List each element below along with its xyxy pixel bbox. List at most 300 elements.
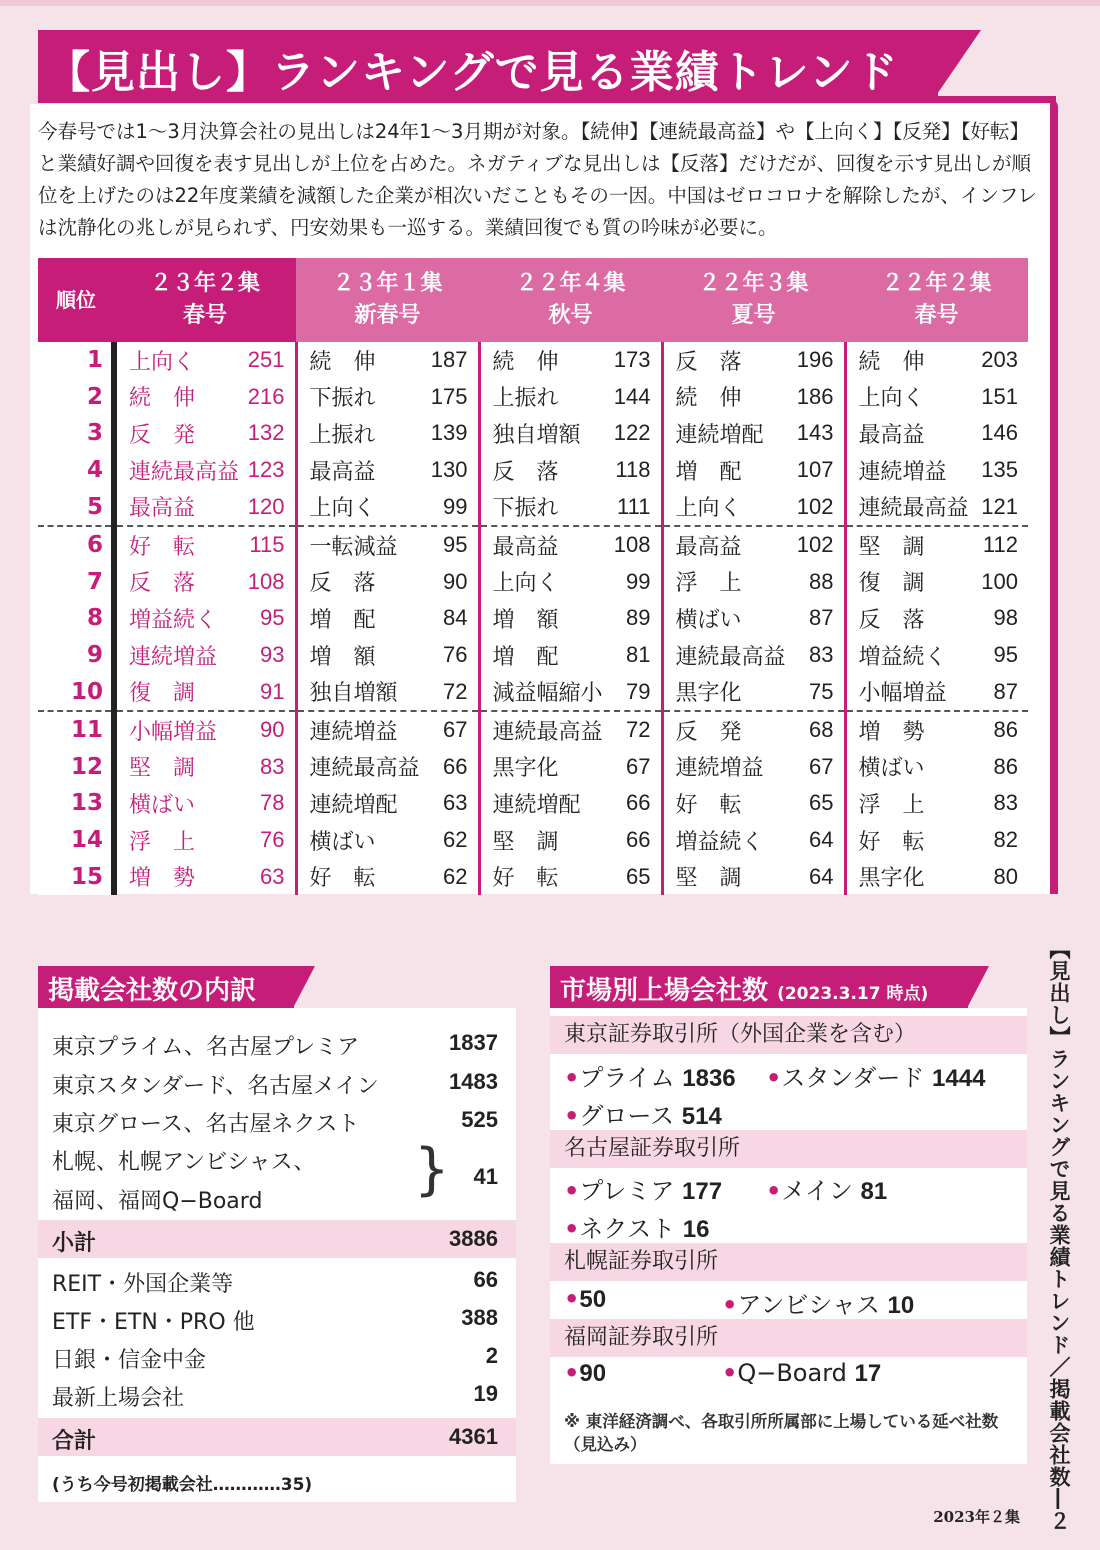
ranking-cell — [296, 379, 479, 416]
ranking-cell — [296, 452, 479, 489]
headline-count: 99 — [626, 568, 651, 594]
ranking-cell — [479, 379, 662, 416]
markets-note: ※ 東洋経済調べ、各取引所所属部に上場している延べ社数（見込み） — [564, 1412, 999, 1454]
headline-count: 251 — [247, 347, 285, 373]
headline-count: 79 — [626, 678, 651, 704]
market-header-tokyo: 東京証券取引所（外国企業を含む） — [550, 1016, 1027, 1054]
headline-label: 連続最高益 — [129, 459, 240, 485]
ranking-cell — [479, 711, 662, 749]
headline-count: 93 — [260, 642, 285, 668]
headline-count: 173 — [613, 347, 651, 373]
ranking-cell — [296, 785, 479, 822]
breakdown-row: ETF・ETN・PRO 他 388 — [52, 1305, 498, 1335]
headline-label: 上向く — [309, 496, 376, 522]
brace-mark: } — [414, 1137, 450, 1202]
headline-label: 連続増益 — [309, 719, 398, 745]
market-item: •90 — [564, 1359, 607, 1387]
headline-label: 黒字化 — [675, 681, 742, 707]
breakdown-row: 日銀・信金中金 2 — [52, 1343, 498, 1373]
table-row — [38, 858, 1028, 895]
headline-count: 83 — [260, 753, 285, 779]
rank-number: 4 — [38, 452, 114, 489]
ranking-cell — [114, 858, 296, 895]
headline-count: 122 — [613, 420, 651, 446]
rank-number: 11 — [38, 711, 114, 749]
headline-count: 108 — [247, 568, 285, 594]
rank-number: 9 — [38, 637, 114, 674]
market-header-fukuoka: 福岡証券取引所 — [550, 1319, 1027, 1357]
headline-label: 連続最高益 — [492, 719, 603, 745]
table-row — [38, 822, 1028, 859]
breakdown-row: 福岡、福岡Q−Board — [52, 1189, 263, 1214]
headline-count: 143 — [796, 420, 834, 446]
headline-label: 好 転 — [492, 866, 559, 892]
headline-label: 反 発 — [675, 719, 742, 745]
headline-label: 連続増配 — [309, 792, 398, 818]
rank-number: 8 — [38, 600, 114, 637]
ranking-cell — [114, 822, 296, 859]
market-item: •プレミア 177 — [564, 1177, 723, 1205]
ranking-cell — [662, 822, 845, 859]
headline-label: 反 落 — [858, 607, 925, 633]
headline-count: 99 — [443, 493, 468, 519]
rank-number: 3 — [38, 415, 114, 452]
table-row — [38, 673, 1028, 711]
headline-count: 86 — [993, 753, 1018, 779]
ranking-cell — [845, 600, 1028, 637]
headline-label: 増 配 — [492, 644, 559, 670]
headline-count: 146 — [981, 420, 1018, 446]
ranking-cell — [296, 711, 479, 749]
headline-count: 65 — [626, 863, 651, 889]
ranking-cell — [296, 526, 479, 564]
headline-label: 浮 上 — [675, 571, 742, 597]
ranking-cell — [662, 415, 845, 452]
headline-label: 増 配 — [675, 459, 742, 485]
headline-label: 連続増配 — [675, 422, 764, 448]
ranking-cell — [662, 488, 845, 526]
subtotal-row: 小計 3886 — [52, 1226, 498, 1256]
ranking-cell — [662, 858, 845, 895]
ranking-cell — [845, 488, 1028, 526]
ranking-cell — [662, 785, 845, 822]
ranking-cell — [845, 858, 1028, 895]
market-item: •スタンダード 1444 — [766, 1064, 986, 1092]
table-row — [38, 564, 1028, 601]
headline-label: 上振れ — [309, 422, 376, 448]
headline-label: 横ばい — [675, 607, 742, 633]
headline-count: 86 — [993, 717, 1018, 743]
total-row: 合計 4361 — [52, 1424, 498, 1454]
headline-label: 堅 調 — [492, 829, 559, 855]
headline-count: 76 — [443, 642, 468, 668]
headline-count: 62 — [443, 827, 468, 853]
headline-label: 上向く — [858, 386, 925, 412]
headline-label: 堅 調 — [129, 756, 196, 782]
table-row — [38, 711, 1028, 749]
headline-label: 反 落 — [492, 459, 559, 485]
ranking-cell — [662, 600, 845, 637]
market-item: •プライム 1836 — [564, 1064, 736, 1092]
headline-count: 135 — [981, 457, 1018, 483]
headline-label: 横ばい — [858, 756, 925, 782]
ranking-box-border — [1050, 99, 1058, 894]
ranking-cell — [479, 858, 662, 895]
ranking-cell — [114, 452, 296, 489]
headline-label: 連続増益 — [858, 459, 947, 485]
ranking-cell — [662, 711, 845, 749]
title-banner — [38, 30, 1058, 110]
ranking-cell — [296, 488, 479, 526]
ranking-cell — [845, 673, 1028, 711]
headline-count: 78 — [260, 790, 285, 816]
headline-label: 一転減益 — [309, 534, 398, 560]
headline-label: 反 落 — [675, 349, 742, 375]
breakdown-row: 東京プライム、名古屋プレミア 1837 — [52, 1030, 498, 1060]
ranking-cell — [479, 822, 662, 859]
headline-label: 続 伸 — [675, 386, 742, 412]
headline-label: 上振れ — [492, 386, 559, 412]
market-item: •Q−Board 17 — [722, 1359, 882, 1387]
table-row — [38, 452, 1028, 489]
ranking-cell — [479, 785, 662, 822]
headline-count: 82 — [993, 827, 1018, 853]
breakdown-row: 最新上場会社 19 — [52, 1381, 498, 1411]
headline-count: 80 — [993, 863, 1018, 889]
ranking-cell — [114, 415, 296, 452]
headline-label: 続 伸 — [858, 349, 925, 375]
ranking-cell — [296, 637, 479, 674]
headline-label: 連続増益 — [129, 644, 218, 670]
ranking-cell — [114, 637, 296, 674]
table-row — [38, 600, 1028, 637]
headline-label: 好 転 — [129, 534, 196, 560]
headline-count: 72 — [626, 717, 651, 743]
headline-label: 増益続く — [675, 829, 764, 855]
headline-count: 67 — [443, 717, 468, 743]
column-header: ２２年２集 春号 — [845, 258, 1028, 342]
headline-label: 減益幅縮小 — [492, 681, 603, 707]
headline-count: 98 — [993, 605, 1018, 631]
headline-count: 83 — [809, 642, 834, 668]
headline-count: 108 — [613, 532, 651, 558]
headline-label: 連続最高益 — [675, 644, 786, 670]
headline-count: 72 — [443, 678, 468, 704]
ranking-cell — [662, 379, 845, 416]
headline-label: 連続最高益 — [858, 496, 969, 522]
headline-count: 187 — [430, 347, 468, 373]
rank-number: 12 — [38, 749, 114, 786]
table-row — [38, 785, 1028, 822]
ranking-cell — [845, 711, 1028, 749]
ranking-cell — [296, 564, 479, 601]
markets-panel — [550, 1008, 1027, 1464]
ranking-cell — [662, 749, 845, 786]
headline-count: 216 — [247, 383, 285, 409]
headline-count: 151 — [981, 383, 1018, 409]
headline-count: 68 — [809, 717, 834, 743]
headline-label: 独自増額 — [309, 681, 398, 707]
headline-label: 増益続く — [129, 607, 218, 633]
ranking-cell — [114, 564, 296, 601]
headline-label: 最高益 — [492, 534, 559, 560]
breakdown-row: 東京スタンダード、名古屋メイン 1483 — [52, 1069, 498, 1099]
ranking-cell — [296, 600, 479, 637]
ranking-cell — [479, 488, 662, 526]
issue-footer: 2023年２集 — [933, 1508, 1020, 1526]
rank-number: 10 — [38, 673, 114, 711]
table-row — [38, 415, 1028, 452]
market-item: •グロース 514 — [564, 1102, 722, 1130]
headline-count: 64 — [809, 863, 834, 889]
table-row — [38, 488, 1028, 526]
market-item: •ネクスト 16 — [564, 1215, 710, 1243]
table-row — [38, 342, 1028, 379]
ranking-header-row — [38, 258, 1028, 342]
headline-count: 76 — [260, 827, 285, 853]
ranking-cell — [662, 526, 845, 564]
ranking-cell — [845, 637, 1028, 674]
ranking-cell — [479, 673, 662, 711]
page-title: 【見出し】ランキングで見る業績トレンド — [46, 47, 899, 98]
table-row — [38, 526, 1028, 564]
rank-number: 14 — [38, 822, 114, 859]
ranking-cell — [114, 488, 296, 526]
headline-count: 196 — [796, 347, 834, 373]
ranking-cell — [114, 785, 296, 822]
column-header: ２３年１集 新春号 — [296, 258, 479, 342]
headline-label: 上向く — [675, 496, 742, 522]
ranking-cell — [479, 526, 662, 564]
headline-label: 増 勢 — [129, 866, 196, 892]
ranking-cell — [479, 342, 662, 379]
top-edge-line — [0, 0, 1100, 6]
ranking-cell — [662, 452, 845, 489]
headline-label: 上向く — [492, 571, 559, 597]
table-row — [38, 379, 1028, 416]
headline-label: 連続増益 — [675, 756, 764, 782]
ranking-cell — [114, 600, 296, 637]
ranking-cell — [114, 749, 296, 786]
ranking-cell — [662, 637, 845, 674]
rank-number: 13 — [38, 785, 114, 822]
market-header-nagoya: 名古屋証券取引所 — [550, 1130, 1027, 1168]
breakdown-row: REIT・外国企業等 66 — [52, 1267, 498, 1297]
headline-count: 144 — [613, 383, 651, 409]
headline-label: 増 額 — [492, 607, 559, 633]
ranking-cell — [845, 526, 1028, 564]
headline-label: 続 伸 — [309, 349, 376, 375]
headline-count: 67 — [626, 753, 651, 779]
headline-label: 独自増額 — [492, 422, 581, 448]
market-header-sapporo: 札幌証券取引所 — [550, 1243, 1027, 1281]
headline-label: 増 勢 — [858, 719, 925, 745]
headline-label: 小幅増益 — [129, 719, 218, 745]
headline-label: 連続増配 — [492, 792, 581, 818]
headline-label: 黒字化 — [492, 756, 559, 782]
headline-label: 増 額 — [309, 644, 376, 670]
rank-number: 6 — [38, 526, 114, 564]
ranking-cell — [296, 749, 479, 786]
headline-count: 115 — [249, 532, 285, 558]
market-item: •アンビシャス 10 — [722, 1291, 915, 1319]
headline-count: 63 — [260, 863, 285, 889]
column-header: ２２年４集 秋号 — [479, 258, 662, 342]
headline-count: 111 — [617, 493, 651, 519]
headline-label: 浮 上 — [858, 792, 925, 818]
headline-count: 95 — [260, 605, 285, 631]
headline-label: 小幅増益 — [858, 681, 947, 707]
headline-count: 63 — [443, 790, 468, 816]
breakdown-panel: 東京プライム、名古屋プレミア 1837 東京スタンダード、名古屋メイン 1483 東京グロース、名古屋ネクスト 525 札幌、札幌アンビシャス、 福岡、福岡Q−Board } 41 小計 3886 REIT・外国企業等 66 ETF・ETN・PRO 他 388 日銀・信金中金 2 最新上場会社 19 合計 4361 (うち今号初掲載会社…………35) — [38, 1008, 516, 1502]
headline-count: 87 — [809, 605, 834, 631]
headline-label: 最高益 — [858, 422, 925, 448]
headline-count: 123 — [247, 457, 285, 483]
market-item: •メイン 81 — [766, 1177, 888, 1205]
ranking-cell — [296, 673, 479, 711]
headline-count: 203 — [981, 347, 1018, 373]
ranking-cell — [845, 749, 1028, 786]
ranking-cell — [845, 785, 1028, 822]
headline-count: 91 — [260, 678, 285, 704]
headline-count: 132 — [247, 420, 285, 446]
headline-count: 66 — [443, 753, 468, 779]
headline-label: 好 転 — [675, 792, 742, 818]
headline-label: 復 調 — [858, 571, 925, 597]
side-running-title: 【見出し】ランキングで見る業績トレンド／掲載会社数―２ — [1047, 938, 1071, 1532]
headline-count: 75 — [809, 678, 834, 704]
headline-label: 最高益 — [129, 496, 196, 522]
breakdown-note: (うち今号初掲載会社…………35) — [52, 1475, 313, 1495]
ranking-cell — [114, 342, 296, 379]
rank-number: 7 — [38, 564, 114, 601]
headline-label: 反 落 — [309, 571, 376, 597]
headline-count: 62 — [443, 863, 468, 889]
headline-label: 黒字化 — [858, 866, 925, 892]
headline-label: 堅 調 — [858, 534, 925, 560]
headline-count: 95 — [443, 532, 468, 558]
ranking-cell — [479, 452, 662, 489]
headline-count: 120 — [247, 493, 285, 519]
headline-count: 88 — [809, 568, 834, 594]
rank-number: 2 — [38, 379, 114, 416]
column-header: ２３年２集 春号 — [114, 258, 296, 342]
headline-count: 66 — [626, 790, 651, 816]
headline-count: 67 — [809, 753, 834, 779]
breakdown-row: 東京グロース、名古屋ネクスト 525 — [52, 1107, 498, 1137]
ranking-cell — [296, 342, 479, 379]
ranking-table — [38, 258, 1028, 895]
headline-label: 横ばい — [309, 829, 376, 855]
headline-count: 81 — [626, 642, 651, 668]
rank-number: 5 — [38, 488, 114, 526]
ranking-cell — [845, 452, 1028, 489]
headline-count: 139 — [430, 420, 468, 446]
ranking-cell — [114, 711, 296, 749]
headline-label: 続 伸 — [492, 349, 559, 375]
ranking-cell — [845, 415, 1028, 452]
market-item: •50 — [564, 1285, 607, 1313]
headline-count: 186 — [796, 383, 834, 409]
ranking-cell — [845, 342, 1028, 379]
headline-label: 堅 調 — [675, 866, 742, 892]
ranking-cell — [296, 415, 479, 452]
ranking-cell — [479, 415, 662, 452]
headline-label: 好 転 — [858, 829, 925, 855]
headline-count: 65 — [809, 790, 834, 816]
ranking-cell — [662, 564, 845, 601]
rank-header: 順位 — [38, 258, 114, 342]
headline-label: 反 発 — [129, 422, 196, 448]
table-row — [38, 637, 1028, 674]
ranking-cell — [114, 673, 296, 711]
headline-label: 下振れ — [492, 496, 559, 522]
column-header: ２２年３集 夏号 — [662, 258, 845, 342]
ranking-cell — [479, 749, 662, 786]
headline-count: 100 — [981, 568, 1018, 594]
breakdown-row: 札幌、札幌アンビシャス、 — [52, 1150, 316, 1175]
headline-label: 上向く — [129, 349, 196, 375]
headline-label: 浮 上 — [129, 829, 196, 855]
headline-count: 87 — [993, 678, 1018, 704]
headline-count: 118 — [615, 457, 651, 483]
headline-label: 好 転 — [309, 866, 376, 892]
headline-count: 83 — [993, 790, 1018, 816]
headline-count: 64 — [809, 827, 834, 853]
ranking-cell — [114, 379, 296, 416]
headline-count: 130 — [430, 457, 468, 483]
table-row — [38, 749, 1028, 786]
headline-count: 112 — [982, 532, 1018, 558]
headline-label: 続 伸 — [129, 386, 196, 412]
headline-label: 最高益 — [309, 459, 376, 485]
headline-label: 最高益 — [675, 534, 742, 560]
ranking-cell — [296, 858, 479, 895]
headline-count: 175 — [430, 383, 468, 409]
headline-count: 95 — [993, 642, 1018, 668]
headline-label: 横ばい — [129, 792, 196, 818]
headline-count: 84 — [443, 605, 468, 631]
headline-label: 連続最高益 — [309, 756, 420, 782]
headline-count: 121 — [981, 493, 1018, 519]
headline-count: 90 — [260, 717, 285, 743]
ranking-cell — [479, 564, 662, 601]
rank-number: 1 — [38, 342, 114, 379]
ranking-cell — [845, 564, 1028, 601]
ranking-cell — [114, 526, 296, 564]
intro-text: 今春号では1～3月決算会社の見出しは24年1～3月期が対象。【続伸】【連続最高益】や【上向く】【反発】【好転】と業績好調や回復を表す見出しが上位を占めた。ネガティブな見出しは【反落】だけだが、回復を示す見出しが順位を上げたのは22年度業績を減額した企業が相次いだこともその一因。中国はゼロコロナを解除したが、インフレは沈静化の兆しが見られず、円安効果も一巡する。業績回復でも質の吟味が必要に。 — [38, 120, 1038, 239]
headline-count: 102 — [796, 493, 834, 519]
headline-label: 下振れ — [309, 386, 376, 412]
ranking-cell — [479, 637, 662, 674]
ranking-cell — [662, 342, 845, 379]
ranking-cell — [296, 822, 479, 859]
headline-count: 90 — [443, 568, 468, 594]
headline-count: 66 — [626, 827, 651, 853]
headline-count: 102 — [796, 532, 834, 558]
rank-number: 15 — [38, 858, 114, 895]
headline-label: 増益続く — [858, 644, 947, 670]
ranking-cell — [845, 822, 1028, 859]
ranking-cell — [845, 379, 1028, 416]
ranking-cell — [662, 673, 845, 711]
headline-label: 復 調 — [129, 681, 196, 707]
headline-label: 増 配 — [309, 607, 376, 633]
headline-count: 89 — [626, 605, 651, 631]
ranking-cell — [479, 600, 662, 637]
headline-count: 107 — [796, 457, 834, 483]
headline-label: 反 落 — [129, 571, 196, 597]
